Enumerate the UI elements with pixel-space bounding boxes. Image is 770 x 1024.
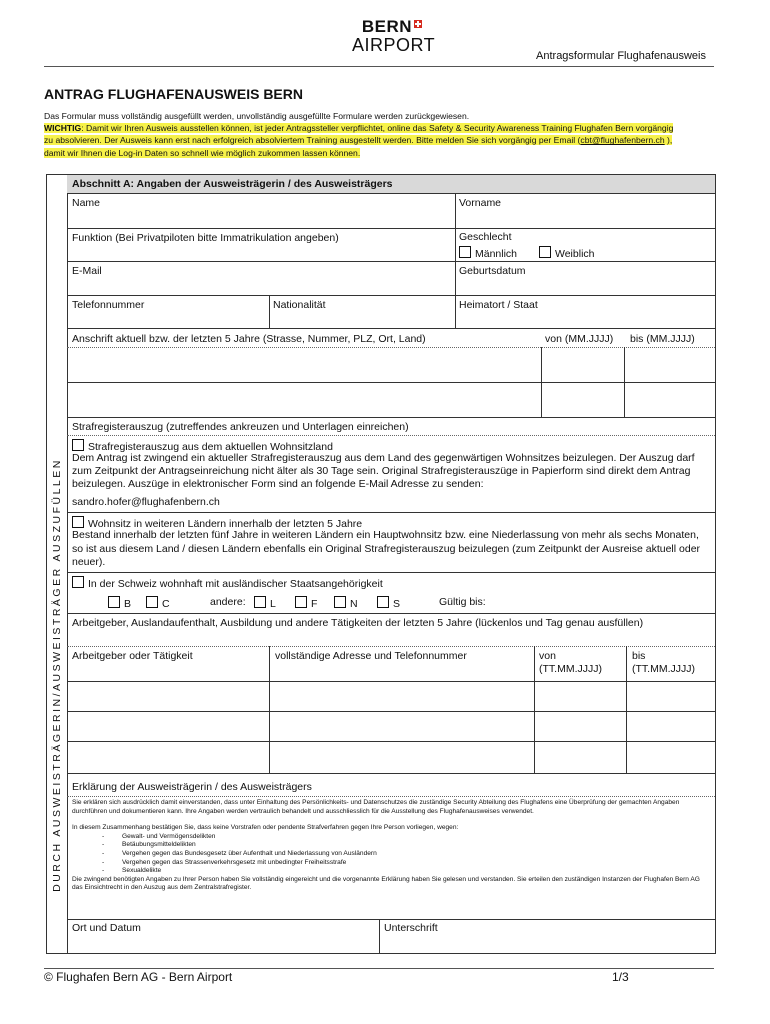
strafregister-other-countries-checkbox[interactable]	[72, 516, 84, 528]
label-maennlich: Männlich	[475, 248, 518, 260]
permit-f-checkbox[interactable]	[295, 596, 307, 608]
unterschrift-field[interactable]	[380, 920, 715, 953]
footer-copyright: © Flughafen Bern AG - Bern Airport	[44, 970, 233, 984]
training-email-link[interactable]: cbt@flughafenbern.ch	[580, 135, 665, 146]
label-vorname: Vorname	[459, 197, 502, 209]
anschrift-field-2[interactable]	[67, 383, 541, 417]
side-label: DURCH AUSWEISTRÄGERIN/AUSWEISTRÄGER AUSZUFÜLLEN	[51, 458, 63, 892]
gueltig-bis-field[interactable]	[495, 593, 695, 609]
heimatort-field[interactable]	[456, 295, 715, 328]
strafregister-foreign-resident-checkbox[interactable]	[72, 576, 84, 588]
permit-b-option[interactable]: B	[108, 596, 131, 611]
anschrift-bis-2[interactable]	[625, 383, 715, 417]
opt1-title: Strafregisterauszug aus dem aktuellen Wohnsitzland	[88, 441, 333, 453]
label-gueltig-bis: Gültig bis:	[439, 596, 486, 608]
opt2-title: Wohnsitz in weiteren Ländern innerhalb der letzten 5 Jahre	[88, 518, 363, 530]
label-anschrift: Anschrift aktuell bzw. der letzten 5 Jahre (Strasse, Nummer, PLZ, Ort, Land)	[72, 333, 426, 345]
form-name: Antragsformular Flughafenausweis	[536, 50, 706, 62]
section-a-title: Abschnitt A: Angaben der Ausweisträgerin / des Ausweisträgers	[72, 178, 393, 190]
opt3-title: In der Schweiz wohnhaft mit ausländischer Staatsangehörigkeit	[88, 578, 383, 590]
logo-line2: AIRPORT	[352, 35, 436, 55]
strafregister-heading: Strafregisterauszug (zutreffendes ankreuzen und Unterlagen einreichen)	[72, 421, 409, 433]
nationalitaet-field[interactable]	[270, 295, 455, 328]
label-email: E-Mail	[72, 265, 102, 277]
female-checkbox[interactable]	[539, 246, 551, 258]
male-checkbox[interactable]	[459, 246, 471, 258]
page-number: 1/3	[612, 970, 629, 984]
label-heimatort: Heimatort / Staat	[459, 299, 538, 311]
arbeitgeber-row-1[interactable]	[67, 682, 715, 711]
application-form	[46, 174, 716, 954]
intro-text	[44, 110, 684, 159]
erklaerung-p3: Die zwingend benötigten Angaben zu Ihrer Person haben Sie vollständig eingereicht und die vorgenannte Erklärung haben Sie gelesen und verstanden. Sie erteilen den zuständigen Instanzen der Flughafen Bern AG das Einsichtrecht in den Auszug aus dem Zentralstrafregister.	[72, 875, 700, 892]
permit-f-option[interactable]: F	[295, 596, 317, 611]
erklaerung-p2: In diesem Zusammenhang bestätigen Sie, dass keine Vorstrafen oder pendente Strafverfahren gegen Ihre Person vorliegen, wegen:	[72, 824, 459, 832]
anschrift-bis-1[interactable]	[625, 348, 715, 382]
name-field[interactable]	[67, 193, 455, 228]
label-bis-mmjjjj: bis (MM.JJJJ)	[630, 333, 695, 345]
erklaerung-list	[72, 833, 712, 876]
telefon-field[interactable]	[67, 295, 269, 328]
list-item: - Sexualdelikte	[122, 867, 712, 876]
anschrift-von-1[interactable]	[542, 348, 624, 382]
strafregister-option-3	[72, 576, 712, 591]
permit-c-option[interactable]: C	[146, 596, 170, 611]
opt1-text: Dem Antrag ist zwingend ein aktueller Strafregisterauszug aus dem Land des gegenwärtigen Wohnsitzes beizulegen. Der Auszug darf zum Zeitpunkt der Antragseinreichung nicht älter als 30 Tage sein. Original Strafregisterauszüge in Papierform sind direkt dem Antrag beizulegen. Auszüge in elektronischer Form sind an folgende E-Mail Adresse zu senden:	[72, 452, 695, 491]
erklaerung-heading: Erklärung der Ausweisträgerin / des Ausweisträgers	[72, 781, 312, 793]
footer-divider	[44, 968, 714, 969]
label-nationalitaet: Nationalität	[273, 299, 326, 311]
label-weiblich: Weiblich	[555, 248, 595, 260]
side-label-column	[47, 175, 68, 953]
gender-female-option[interactable]	[539, 246, 595, 261]
permit-c-checkbox[interactable]	[146, 596, 158, 608]
intro-line1: Das Formular muss vollständig ausgefüllt werden, unvollständig ausgefüllte Formulare werden zurückgewiesen.	[44, 111, 470, 121]
email-field[interactable]	[67, 261, 455, 295]
strafregister-email-link[interactable]: sandro.hofer@flughafenbern.ch	[72, 496, 220, 508]
section-a-header	[67, 175, 715, 194]
warn-label: WICHTIG	[44, 123, 82, 134]
label-telefon: Telefonnummer	[72, 299, 145, 311]
label-name: Name	[72, 197, 101, 209]
anschrift-field-1[interactable]	[67, 348, 541, 382]
opt2-text: Bestand innerhalb der letzten fünf Jahre in weiteren Ländern ein Hauptwohnsitz bzw. eine Niederlassung von mehr als sechs Monaten, so ist aus diesem Land / diesen Ländern ebenfalls ein Original Strafregisterauszug beizulegen (zum Zeitpunkt der Ausreise aktuell oder neuer).	[72, 529, 701, 569]
col-adresse: vollständige Adresse und Telefonnummer	[275, 650, 467, 662]
swiss-flag-icon	[414, 20, 422, 28]
label-andere: andere:	[210, 596, 246, 608]
funktion-field[interactable]	[67, 228, 455, 261]
col-arbeitgeber: Arbeitgeber oder Tätigkeit	[72, 650, 193, 662]
logo-line1: BERN	[361, 17, 413, 36]
geburtsdatum-field[interactable]	[456, 261, 715, 295]
col-von: von (TT.MM.JJJJ)	[539, 650, 602, 675]
erklaerung-p1: Sie erklären sich ausdrücklich damit einverstanden, dass unter Einhaltung des Persönlichkeits- und Datenschutzes die zuständige Security Abteilung des Flughafens eine Überprüfung der gemachten Angaben durchführen und dokumentieren kann. Ihre Angaben werden vertraulich behandelt und ausschliesslich für die Ausstellung des Flughafenausweises verwendet.	[72, 799, 680, 815]
list-item: - Vergehen gegen das Strassenverkehrsgesetz mit unbedingter Freiheitsstrafe	[122, 859, 712, 868]
permit-n-option[interactable]: N	[334, 596, 358, 611]
erklaerung-text	[72, 799, 712, 893]
label-unterschrift: Unterschrift	[384, 922, 438, 934]
anschrift-von-2[interactable]	[542, 383, 624, 417]
arbeitgeber-heading: Arbeitgeber, Auslandaufenthalt, Ausbildung und andere Tätigkeiten der letzten 5 Jahre (lückenlos und Tag genau ausfüllen)	[72, 617, 644, 629]
permit-s-option[interactable]: S	[377, 596, 400, 611]
list-item: - Vergehen gegen das Bundesgesetz über Aufenthalt und Niederlassung von Ausländern	[122, 850, 712, 859]
list-item: - Gewalt- und Vermögensdelikten	[122, 833, 712, 842]
label-geburtsdatum: Geburtsdatum	[459, 265, 526, 277]
warn-text: : Damit wir Ihren Ausweis ausstellen können, ist jeder Antragssteller verpflichtet, online das Safety & Security Awareness Training Flughafen Bern vorgängig zu absolvieren. Der Ausweis kann erst nach erfolgreich absolviertem Training ausgestellt werden. Bitte melden Sie sich vorgängig per Email (	[44, 123, 674, 146]
permit-b-checkbox[interactable]	[108, 596, 120, 608]
permit-s-checkbox[interactable]	[377, 596, 389, 608]
arbeitgeber-row-2[interactable]	[67, 712, 715, 741]
col-bis: bis (TT.MM.JJJJ)	[632, 650, 695, 675]
label-geschlecht: Geschlecht	[459, 231, 512, 243]
permit-n-checkbox[interactable]	[334, 596, 346, 608]
ort-datum-field[interactable]	[67, 920, 379, 953]
list-item: - Betäubungsmitteldelikten	[122, 841, 712, 850]
header-divider	[44, 66, 714, 67]
label-funktion: Funktion (Bei Privatpiloten bitte Immatrikulation angeben)	[72, 232, 339, 244]
label-ort-datum: Ort und Datum	[72, 922, 141, 934]
page-title: ANTRAG FLUGHAFENAUSWEIS BERN	[44, 86, 303, 102]
permit-l-checkbox[interactable]	[254, 596, 266, 608]
warn-end: ), damit wir Ihnen die Log-in Daten so schnell wie möglich zukommen lassen können.	[44, 135, 673, 158]
bern-airport-logo	[352, 17, 436, 55]
gender-male-option[interactable]	[459, 246, 517, 261]
arbeitgeber-row-3[interactable]	[67, 742, 715, 773]
vorname-field[interactable]	[456, 193, 715, 228]
strafregister-current-checkbox[interactable]	[72, 439, 84, 451]
permit-l-option[interactable]: L	[254, 596, 276, 611]
label-von-mmjjjj: von (MM.JJJJ)	[545, 333, 614, 345]
